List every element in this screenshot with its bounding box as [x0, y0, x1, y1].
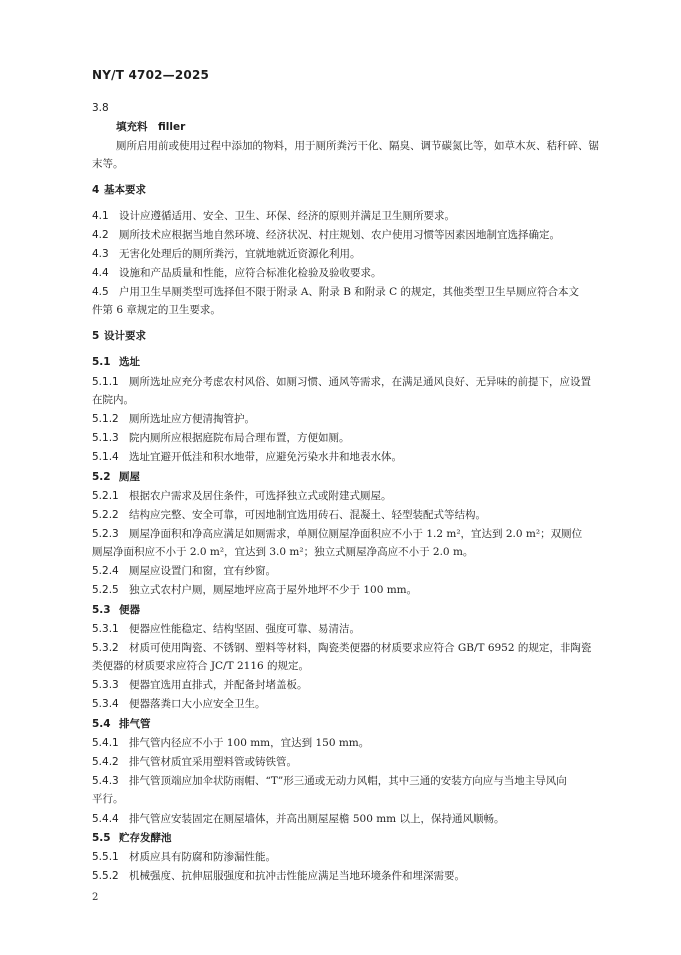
- clause-number: 5.5.2: [92, 870, 119, 882]
- clause-text: 厕屋净面积和净高应满足如厕需求，单厕位厕屋净面积应不小于 1.2 m²，宜达到 2.0 m²；双厕位: [129, 528, 583, 540]
- clause-text: 排气管应安装固定在厕屋墙体，并高出厕屋屋檐 500 mm 以上，保持通风顺畅。: [129, 813, 505, 825]
- standard-code-header: NY/T 4702—2025: [92, 68, 210, 82]
- clause-text: 结构应完整、安全可靠，可因地制宜选用砖石、混凝土、轻型装配式等结构。: [129, 509, 486, 521]
- clause-text: 件第 6 章规定的卫生要求。: [92, 304, 221, 316]
- clause-text: 独立式农村户厕，厕屋地坪应高于屋外地坪不少于 100 mm。: [129, 584, 418, 596]
- clause-text: 材质应具有防腐和防渗漏性能。: [129, 851, 276, 863]
- clause-text: 排气管材质宜采用塑料管或铸铁管。: [129, 756, 297, 768]
- clause-text: 材质可使用陶瓷、不锈钢、塑料等材料，陶瓷类便器的材质要求应符合 GB/T 6952 的规定，非陶瓷: [129, 642, 592, 654]
- clause-number: 4: [92, 184, 100, 196]
- clause-number: 5.1.1: [92, 376, 119, 388]
- heading-text: 便器: [119, 604, 140, 616]
- page-number: 2: [92, 892, 99, 903]
- clause-number: 5.5: [92, 832, 111, 844]
- clause-number: 5.1.2: [92, 413, 119, 425]
- clause-number: 5.1.3: [92, 432, 119, 444]
- heading-text: 选址: [119, 356, 140, 368]
- heading-text: 排气管: [119, 718, 151, 730]
- clause-text: 类便器的材质要求应符合 JC/T 2116 的规定。: [92, 660, 310, 672]
- clause-text: 厕所选址应方便清掏管护。: [129, 413, 255, 425]
- clause-number: 5.2.1: [92, 490, 119, 502]
- clause-text: 厕所启用前或使用过程中添加的物料，用于厕所粪污干化、隔臭、调节碳氮比等，如草木灰、秸秆碎、锯: [116, 140, 599, 152]
- clause-number: 4.3: [92, 248, 109, 260]
- clause-number: 5.4.2: [92, 756, 119, 768]
- clause-text: 排气管顶端应加伞状防雨帽、“T”形三通或无动力风帽，其中三通的安装方向应与当地主导风向: [129, 775, 567, 787]
- clause-number: 5.1: [92, 356, 111, 368]
- clause-number: 5.3: [92, 604, 111, 616]
- clause-text: 便器宜选用直排式，并配备封堵盖板。: [129, 679, 308, 691]
- clause-text: 选址宜避开低洼和积水地带，应避免污染水井和地表水体。: [129, 451, 402, 463]
- clause-text: 平行。: [92, 793, 124, 805]
- clause-number: 5.2.3: [92, 528, 119, 540]
- clause-number: 5.2: [92, 471, 111, 483]
- clause-text: 便器应性能稳定、结构坚固、强度可靠、易清洁。: [129, 623, 360, 635]
- clause-number: 5.4: [92, 718, 111, 730]
- clause-text: 在院内。: [92, 394, 134, 406]
- clause-text: 厕屋净面积应不小于 2.0 m²，宜达到 3.0 m²；独立式厕屋净高应不小于 2.0 m。: [92, 546, 474, 558]
- clause-number: 5.2.4: [92, 565, 119, 577]
- clause-number: 5: [92, 330, 100, 342]
- clause-number: 4.5: [92, 286, 109, 298]
- clause-number: 3.8: [92, 102, 109, 114]
- clause-text: 厕所选址应充分考虑农村风俗、如厕习惯、通风等需求，在满足通风良好、无异味的前提下，应设置: [129, 376, 591, 388]
- clause-text: 排气管内径应不小于 100 mm，宜达到 150 mm。: [129, 737, 370, 749]
- clause-number: 5.4.1: [92, 737, 119, 749]
- clause-text: 户用卫生旱厕类型可选择但不限于附录 A、附录 B 和附录 C 的规定，其他类型卫生旱厕应符合本文: [119, 286, 580, 298]
- clause-number: 5.5.1: [92, 851, 119, 863]
- clause-text: 厕屋应设置门和窗，宜有纱窗。: [129, 565, 276, 577]
- clause-number: 5.1.4: [92, 451, 119, 463]
- clause-number: 4.4: [92, 267, 109, 279]
- clause-number: 5.2.2: [92, 509, 119, 521]
- clause-text: 机械强度、抗伸屈服强度和抗冲击性能应满足当地环境条件和埋深需要。: [129, 870, 465, 882]
- clause-text: 厕所技术应根据当地自然环境、经济状况、村庄规划、农户使用习惯等因素因地制宜选择确定。: [119, 229, 560, 241]
- heading-text: 填充料 filler: [116, 121, 186, 133]
- clause-text: 无害化处理后的厕所粪污，宜就地就近资源化利用。: [119, 248, 361, 260]
- clause-text: 末等。: [92, 158, 124, 170]
- clause-text: 便器落粪口大小应安全卫生。: [129, 698, 266, 710]
- clause-number: 4.1: [92, 210, 109, 222]
- heading-text: 厕屋: [119, 471, 140, 483]
- heading-text: 贮存发酵池: [119, 832, 172, 844]
- clause-number: 5.4.4: [92, 813, 119, 825]
- clause-number: 5.2.5: [92, 584, 119, 596]
- clause-text: 院内厕所应根据庭院布局合理布置，方便如厕。: [129, 432, 350, 444]
- clause-text: 设施和产品质量和性能，应符合标准化检验及验收要求。: [119, 267, 382, 279]
- heading-text: 基本要求: [104, 184, 146, 196]
- clause-text: 设计应遵循适用、安全、卫生、环保、经济的原则并满足卫生厕所要求。: [119, 210, 455, 222]
- clause-number: 5.4.3: [92, 775, 119, 787]
- heading-text: 设计要求: [104, 330, 146, 342]
- clause-text: 根据农户需求及居住条件，可选择独立式或附建式厕屋。: [129, 490, 392, 502]
- clause-number: 5.3.3: [92, 679, 119, 691]
- clause-number: 5.3.4: [92, 698, 119, 710]
- clause-number: 4.2: [92, 229, 109, 241]
- clause-number: 5.3.1: [92, 623, 119, 635]
- clause-number: 5.3.2: [92, 642, 119, 654]
